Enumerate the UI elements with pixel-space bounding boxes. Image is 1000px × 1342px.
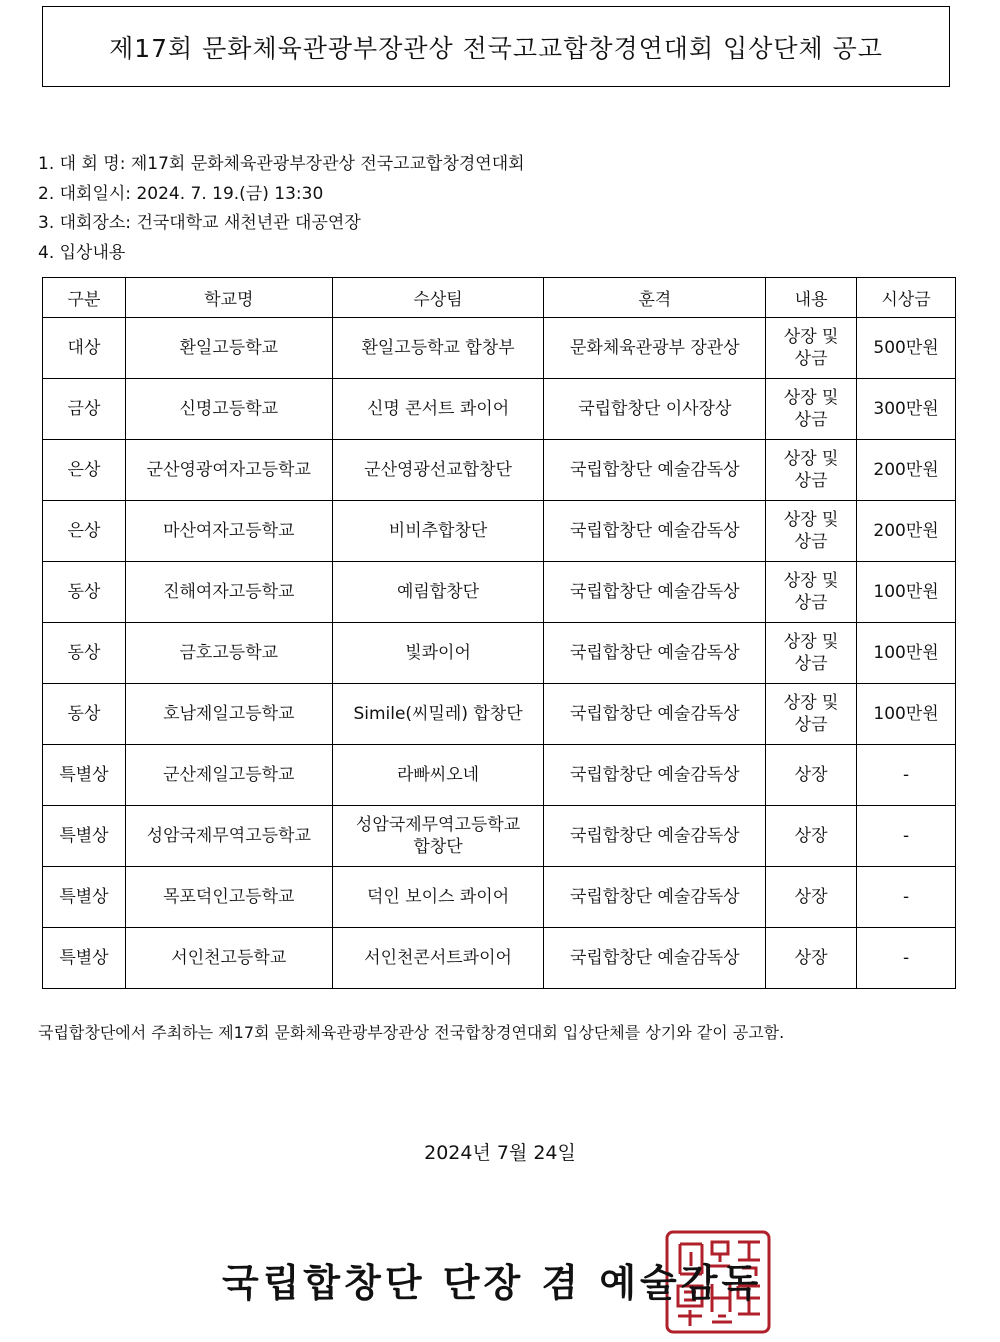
cell-content: 상장 bbox=[766, 806, 857, 867]
info-award-contents: 4. 입상내용 bbox=[38, 242, 126, 263]
table-row bbox=[43, 806, 956, 867]
cell-category: 동상 bbox=[43, 684, 126, 745]
cell-honor: 국립합창단 이사장상 bbox=[544, 379, 766, 440]
document-title-text: 제17회 문화체육관광부장관상 전국고교합창경연대회 입상단체 공고 bbox=[109, 33, 883, 63]
cell-team: 환일고등학교 합창부 bbox=[332, 318, 544, 379]
table-row bbox=[43, 867, 956, 928]
cell-content: 상장 bbox=[766, 867, 857, 928]
cell-category: 동상 bbox=[43, 623, 126, 684]
cell-content: 상장 및 상금 bbox=[766, 379, 857, 440]
cell-content: 상장 bbox=[766, 928, 857, 989]
cell-honor: 국립합창단 예술감독상 bbox=[544, 684, 766, 745]
header-school: 학교명 bbox=[125, 278, 332, 318]
cell-honor: 문화체육관광부 장관상 bbox=[544, 318, 766, 379]
cell-content: 상장 및 상금 bbox=[766, 623, 857, 684]
cell-honor: 국립합창단 예술감독상 bbox=[544, 562, 766, 623]
cell-team: 성암국제무역고등학교 합창단 bbox=[332, 806, 544, 867]
cell-content: 상장 및 상금 bbox=[766, 684, 857, 745]
header-content: 내용 bbox=[766, 278, 857, 318]
header-prize: 시상금 bbox=[857, 278, 956, 318]
awards-table bbox=[42, 277, 956, 989]
cell-team: 서인천콘서트콰이어 bbox=[332, 928, 544, 989]
cell-category: 은상 bbox=[43, 501, 126, 562]
cell-team: 덕인 보이스 콰이어 bbox=[332, 867, 544, 928]
cell-school: 환일고등학교 bbox=[125, 318, 332, 379]
cell-category: 특별상 bbox=[43, 806, 126, 867]
cell-school: 목포덕인고등학교 bbox=[125, 867, 332, 928]
cell-school: 금호고등학교 bbox=[125, 623, 332, 684]
table-row bbox=[43, 928, 956, 989]
cell-honor: 국립합창단 예술감독상 bbox=[544, 867, 766, 928]
event-info-list bbox=[38, 150, 525, 268]
signer-name: 국립합창단 단장 겸 예술감독 bbox=[222, 1261, 763, 1305]
cell-school: 진해여자고등학교 bbox=[125, 562, 332, 623]
cell-category: 특별상 bbox=[43, 928, 126, 989]
cell-team: 비비추합창단 bbox=[332, 501, 544, 562]
cell-prize: 500만원 bbox=[857, 318, 956, 379]
cell-school: 서인천고등학교 bbox=[125, 928, 332, 989]
cell-school: 마산여자고등학교 bbox=[125, 501, 332, 562]
header-team: 수상팀 bbox=[332, 278, 544, 318]
cell-prize: - bbox=[857, 928, 956, 989]
cell-school: 성암국제무역고등학교 bbox=[125, 806, 332, 867]
cell-category: 금상 bbox=[43, 379, 126, 440]
cell-honor: 국립합창단 예술감독상 bbox=[544, 928, 766, 989]
cell-team: 빛콰이어 bbox=[332, 623, 544, 684]
cell-prize: 100만원 bbox=[857, 623, 956, 684]
announcement-note: 국립합창단에서 주최하는 제17회 문화체육관광부장관상 전국합창경연대회 입상단체를 상기와 같이 공고함. bbox=[38, 1023, 785, 1042]
cell-prize: 100만원 bbox=[857, 562, 956, 623]
cell-honor: 국립합창단 예술감독상 bbox=[544, 623, 766, 684]
cell-honor: 국립합창단 예술감독상 bbox=[544, 745, 766, 806]
cell-school: 군산영광여자고등학교 bbox=[125, 440, 332, 501]
info-event-name: 1. 대 회 명: 제17회 문화체육관광부장관상 전국고교합창경연대회 bbox=[38, 154, 525, 174]
header-category: 구분 bbox=[43, 278, 126, 318]
table-row bbox=[43, 379, 956, 440]
cell-honor: 국립합창단 예술감독상 bbox=[544, 440, 766, 501]
cell-school: 신명고등학교 bbox=[125, 379, 332, 440]
cell-content: 상장 bbox=[766, 745, 857, 806]
cell-prize: 100만원 bbox=[857, 684, 956, 745]
cell-honor: 국립합창단 예술감독상 bbox=[544, 806, 766, 867]
cell-prize: - bbox=[857, 745, 956, 806]
cell-category: 대상 bbox=[43, 318, 126, 379]
cell-category: 은상 bbox=[43, 440, 126, 501]
cell-team: 라빠씨오네 bbox=[332, 745, 544, 806]
table-row bbox=[43, 623, 956, 684]
cell-honor: 국립합창단 예술감독상 bbox=[544, 501, 766, 562]
cell-prize: 200만원 bbox=[857, 440, 956, 501]
table-header-row bbox=[43, 278, 956, 318]
table-row bbox=[43, 684, 956, 745]
document-title bbox=[42, 6, 950, 87]
table-row bbox=[43, 318, 956, 379]
info-event-date: 2. 대회일시: 2024. 7. 19.(금) 13:30 bbox=[38, 183, 324, 204]
cell-team: 군산영광선교합창단 bbox=[332, 440, 544, 501]
cell-team: 예림합창단 bbox=[332, 562, 544, 623]
table-row bbox=[43, 745, 956, 806]
cell-prize: - bbox=[857, 867, 956, 928]
cell-prize: 300만원 bbox=[857, 379, 956, 440]
cell-school: 군산제일고등학교 bbox=[125, 745, 332, 806]
cell-prize: 200만원 bbox=[857, 501, 956, 562]
header-honor: 훈격 bbox=[544, 278, 766, 318]
cell-category: 특별상 bbox=[43, 745, 126, 806]
cell-prize: - bbox=[857, 806, 956, 867]
cell-category: 특별상 bbox=[43, 867, 126, 928]
announcement-date: 2024년 7월 24일 bbox=[424, 1142, 576, 1164]
info-event-venue: 3. 대회장소: 건국대학교 새천년관 대공연장 bbox=[38, 213, 361, 233]
table-row bbox=[43, 440, 956, 501]
table-row bbox=[43, 562, 956, 623]
cell-content: 상장 및 상금 bbox=[766, 562, 857, 623]
cell-team: 신명 콘서트 콰이어 bbox=[332, 379, 544, 440]
cell-content: 상장 및 상금 bbox=[766, 318, 857, 379]
cell-team: Simile(씨밀레) 합창단 bbox=[332, 684, 544, 745]
awards-table-body bbox=[43, 318, 956, 989]
cell-content: 상장 및 상금 bbox=[766, 501, 857, 562]
cell-content: 상장 및 상금 bbox=[766, 440, 857, 501]
cell-category: 동상 bbox=[43, 562, 126, 623]
cell-school: 호남제일고등학교 bbox=[125, 684, 332, 745]
table-row bbox=[43, 501, 956, 562]
